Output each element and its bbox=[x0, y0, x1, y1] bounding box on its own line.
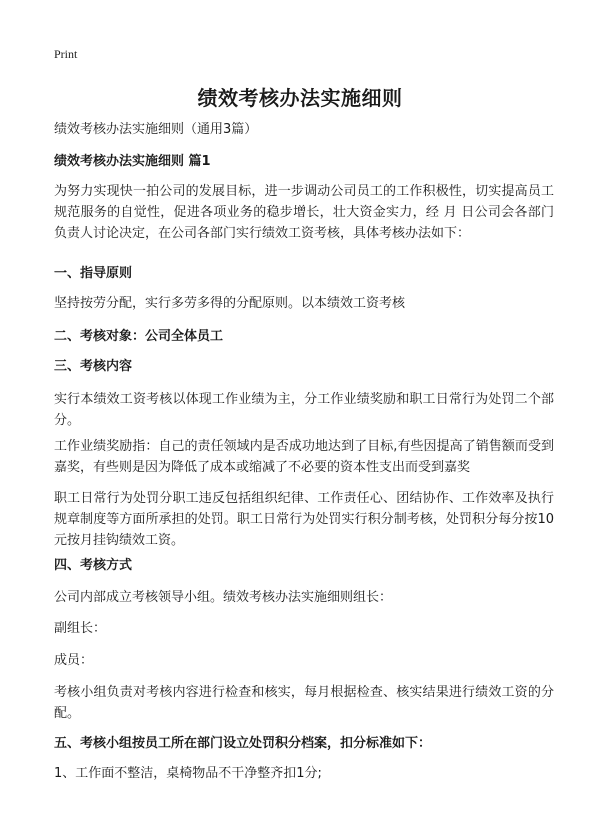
section3-text3: 职工日常行为处罚分职工违反包括组织纪律、工作责任心、团结协作、工作效率及执行规章制度等方面所承担的处罚。职工日常行为处罚实行积分制考核，处罚积分每分按10元按月挂钩绩效工资。 bbox=[54, 491, 554, 548]
section3-text1: 实行本绩效工资考核以体现工作业绩为主，分工作业绩奖励和职工日常行为处罚二个部分。 bbox=[54, 392, 554, 428]
section4-text4: 考核小组负责对考核内容进行检查和核实，每月根据检查、核实结果进行绩效工资的分配。 bbox=[54, 685, 554, 721]
intro-paragraph: 为努力实现快一拍公司的发展目标，进一步调动公司员工的工作积极性，切实提高员工规范服务的自觉性，促进各项业务的稳步增长，壮大资金实力，经 月 日公司会各部门负责人讨论决定，在公司各部门实行绩效工资考核，具体考核办法如下： bbox=[54, 184, 554, 241]
section4-text3: 成员： bbox=[54, 653, 94, 668]
section5-item1: 1、工作面不整洁，桌椅物品不干净整齐扣1分; bbox=[54, 766, 322, 781]
section4-text2: 副组长： bbox=[54, 621, 107, 636]
section4-text1: 公司内部成立考核领导小组。绩效考核办法实施细则组长： bbox=[54, 590, 393, 605]
section2-heading: 二、考核对象：公司全体员工 bbox=[54, 329, 224, 344]
subtitle: 绩效考核办法实施细则（通用3篇） bbox=[54, 122, 258, 137]
section5-heading: 五、考核小组按员工所在部门设立处罚积分档案，扣分标准如下： bbox=[54, 736, 432, 751]
section1-heading: 一、指导原则 bbox=[54, 266, 133, 281]
section3-heading: 三、考核内容 bbox=[54, 359, 133, 374]
section3-text2: 工作业绩奖励指：自己的责任领域内是否成功地达到了目标,有些因提高了销售额而受到嘉奖，有些则是因为降低了成本或缩减了不必要的资本性支出而受到嘉奖 bbox=[54, 439, 554, 475]
part-heading: 绩效考核办法实施细则 篇1 bbox=[54, 154, 211, 169]
section4-heading: 四、考核方式 bbox=[54, 558, 133, 573]
print-label[interactable]: Print bbox=[54, 47, 78, 61]
page-title: 绩效考核办法实施细则 bbox=[197, 86, 403, 110]
section1-text: 坚持按劳分配，实行多劳多得的分配原则。以本绩效工资考核 bbox=[54, 296, 406, 311]
